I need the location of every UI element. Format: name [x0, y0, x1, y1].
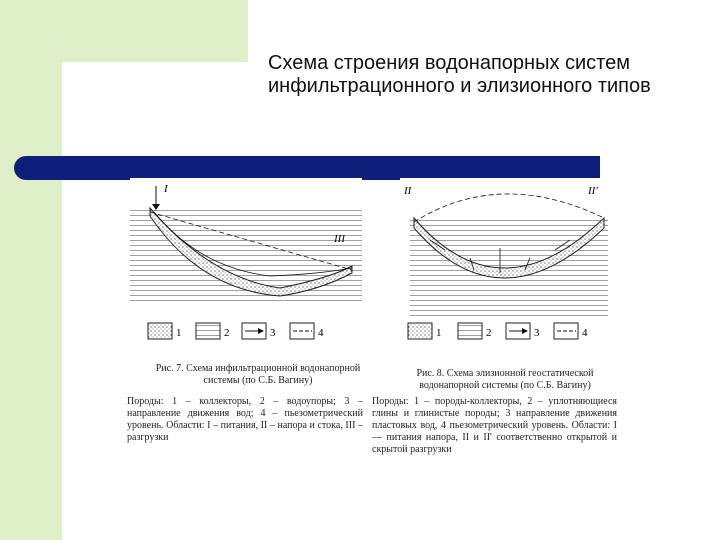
elision-diagram [400, 178, 612, 348]
label-recharge: I [164, 183, 168, 195]
figure-left-caption: Рис. 7. Схема инфильтрационной водонапорной системы (по С.Б. Вагину) [155, 363, 361, 386]
slide-title: Схема строения водонапорных систем инфильтрационного и элизионного типов [268, 52, 651, 97]
legend-flow-r: 3 [534, 327, 540, 339]
decorative-corner [62, 62, 108, 108]
label-right-zone: II' [588, 185, 598, 197]
decorative-left-band [0, 0, 62, 540]
label-left-zone: II [404, 185, 412, 197]
infiltration-diagram [130, 178, 362, 348]
decorative-top-panel [0, 0, 248, 62]
legend-level: 4 [318, 327, 324, 339]
figure-left-description: Породы: 1 – коллекторы, 2 – водоупоры; 3 – направление движения вод; 4 – пьезометрический уровень. Области: I – питания, II – напора и стока, III – разгрузки [127, 396, 363, 443]
title-rule [14, 156, 600, 180]
legend-aquitard: 2 [224, 327, 230, 339]
legend-clay-r: 2 [486, 327, 492, 339]
label-discharge: III [334, 233, 345, 245]
figure-right-caption: Рис. 8. Схема элизионной геостатической водонапорной системы (по С.Б. Вагину) [416, 368, 594, 391]
legend-collector: 1 [176, 327, 182, 339]
legend-level-r: 4 [582, 327, 588, 339]
figure-right-description: Породы: 1 – породы-коллекторы, 2 – уплотняющиеся глины и глинистые породы; 3 направление движения пластовых вод, 4 пьезометрический уровень. Области: I — питания напора, II и II' соответственно открытой и скрытой разгрузки [372, 396, 617, 455]
legend-flow: 3 [270, 327, 276, 339]
legend-collector-r: 1 [436, 327, 442, 339]
